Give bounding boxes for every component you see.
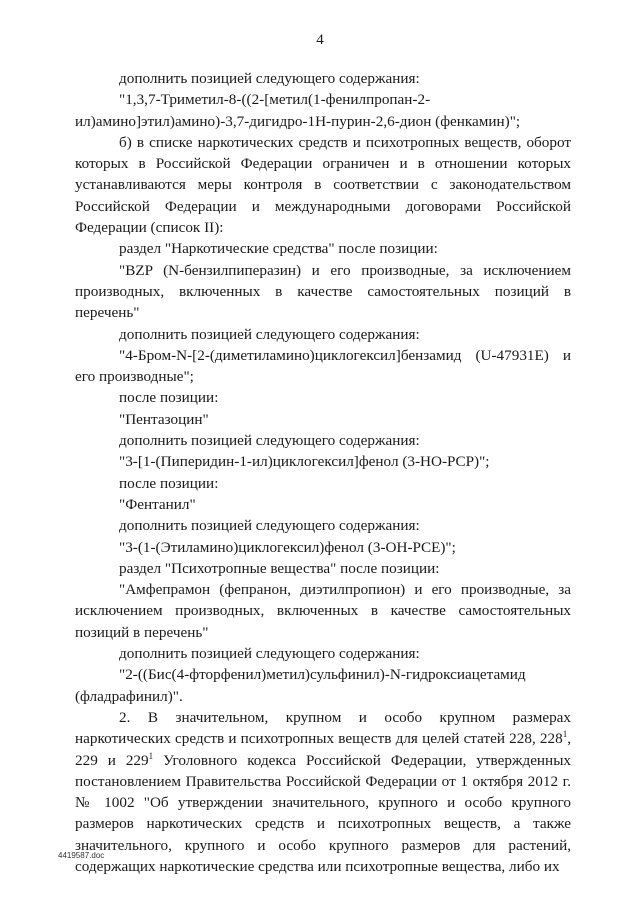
paragraph-text: 2. В значительном, крупном и особо крупном размерах наркотических средств и психотропных веществ для целей статей 228, 228 <box>75 708 571 748</box>
paragraph: дополнить позицией следующего содержания: <box>119 645 420 663</box>
paragraph: "3-(1-(Этиламино)циклогексил)фенол (3-OH-PCE)"; <box>119 538 456 556</box>
paragraph: "2-((Бис(4-фторфенил)метил)сульфинил)-N-гидроксиацетамид (фладрафинил)". <box>75 666 526 705</box>
paragraph-text: Уголовного кодекса Российской Федерации, утвержденных постановлением Правительства Российской Федерации от 1 октября 2012 г. № 1002 "Об утверждении значительного, крупного и особо крупного размеров наркотических средств и психотропных веществ, а также значительного, крупного и особо крупного размеров для растений, содержащих наркотические средства или психотропные вещества, либо их <box>75 751 571 875</box>
paragraph: б) в списке наркотических средств и психотропных веществ, оборот которых в Российской Федерации ограничен и в отношении которых устанавливаются меры контроля в соответствии с законодательством Российской Федерации и международными договорами Российской Федерации (список II): <box>75 133 571 237</box>
paragraph: "1,3,7-Триметил-8-((2-[метил(1-фенилпропан-2-ил)амино]этил)амино)-3,7-дигидро-1Н-пурин-2,6-дион (фенкамин)"; <box>75 91 521 130</box>
superscript: 1 <box>148 750 154 761</box>
paragraph: после позиции: <box>119 389 219 407</box>
paragraph: "4-Бром-N-[2-(диметиламино)циклогексил]бензамид (U-47931E) и его производные"; <box>75 346 571 386</box>
document-body <box>75 68 571 877</box>
paragraph-section-2 <box>75 707 571 877</box>
paragraph: дополнить позицией следующего содержания: <box>119 517 420 535</box>
paragraph: "BZP (N-бензилпиперазин) и его производные, за исключением производных, включенных в качестве самостоятельных позиций в перечень" <box>75 261 571 322</box>
paragraph: после позиции: <box>119 474 219 492</box>
paragraph: раздел "Наркотические средства" после позиции: <box>119 240 438 258</box>
paragraph-text: , 229 и 229 <box>75 730 571 769</box>
paragraph: раздел "Психотропные вещества" после позиции: <box>119 559 440 577</box>
paragraph: "Пентазоцин" <box>119 410 209 428</box>
footer-filename: 4419587.doc <box>58 851 105 860</box>
page-number: 4 <box>316 32 324 48</box>
paragraph: "Амфепрамон (фепранон, диэтилпропион) и его производные, за исключением производных, включенных в качестве самостоятельных позиций в перечень" <box>75 581 571 641</box>
superscript: 1 <box>562 729 568 740</box>
paragraph: "3-[1-(Пиперидин-1-ил)циклогексил]фенол (3-HO-PCP)"; <box>119 453 490 471</box>
paragraph: дополнить позицией следующего содержания: <box>119 432 420 450</box>
paragraph: дополнить позицией следующего содержания: <box>119 325 420 343</box>
paragraph: дополнить позицией следующего содержания: <box>119 70 420 87</box>
paragraph: "Фентанил" <box>119 495 196 513</box>
